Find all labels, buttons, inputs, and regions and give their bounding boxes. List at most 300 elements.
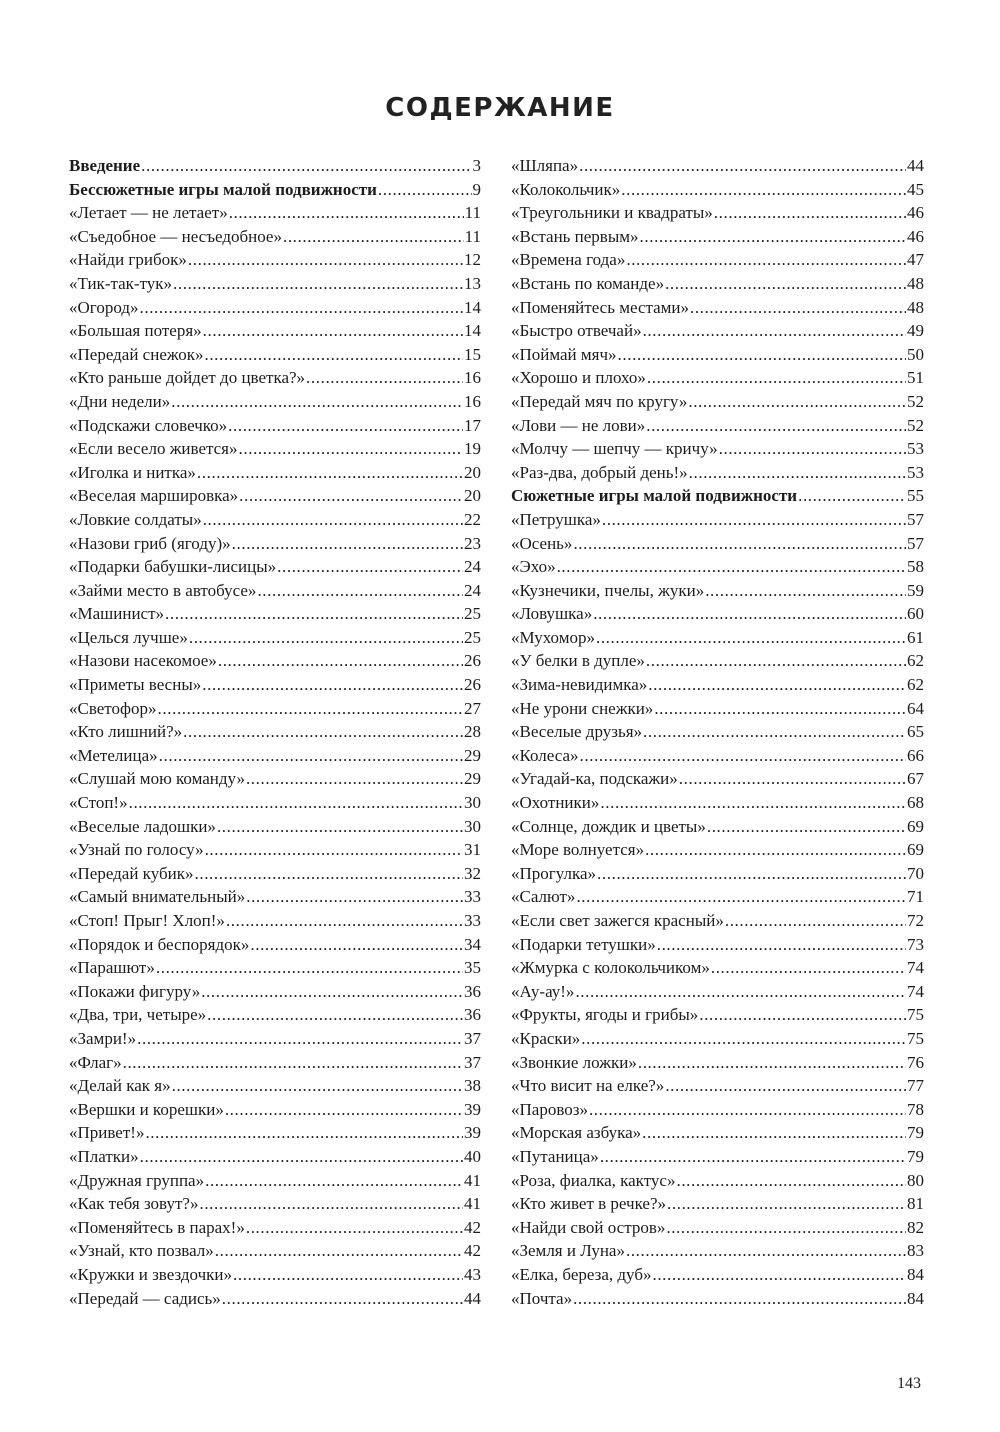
toc-entry-label: «Передай — садись» <box>69 1288 221 1308</box>
toc-entry <box>511 720 924 744</box>
toc-entry <box>511 532 924 556</box>
toc-entry-page: 20 <box>464 462 481 482</box>
toc-entry <box>511 838 924 862</box>
dot-leader <box>246 1216 463 1240</box>
toc-entry <box>69 225 481 249</box>
toc-entry-page: 30 <box>464 816 481 836</box>
toc-entry <box>69 508 481 532</box>
toc-entry <box>69 390 481 414</box>
toc-entry-page: 65 <box>907 722 924 742</box>
toc-entry-label: «Колеса» <box>511 745 579 765</box>
toc-entry-label: «Большая потеря» <box>69 321 202 341</box>
toc-entry-label: «Встань по команде» <box>511 273 665 293</box>
toc-entry-label: «Подарки бабушки-лисицы» <box>69 557 277 577</box>
toc-entry-label: «Делай как я» <box>69 1076 171 1096</box>
dot-leader <box>277 555 463 579</box>
dot-leader <box>246 885 463 909</box>
toc-entry <box>511 414 924 438</box>
toc-entry-label: «Поменяйтесь в парах!» <box>69 1217 245 1237</box>
toc-entry-label: «Поймай мяч» <box>511 344 617 364</box>
toc-entry-label: «Огород» <box>69 297 139 317</box>
toc-entry-page: 57 <box>907 509 924 529</box>
toc-entry-page: 26 <box>464 675 481 695</box>
toc-entry-label: «Поменяйтесь местами» <box>511 297 690 317</box>
toc-entry-page: 55 <box>907 486 924 506</box>
toc-entry-page: 73 <box>907 934 924 954</box>
toc-entry-page: 46 <box>907 226 924 246</box>
toc-entry-label: «Платки» <box>69 1146 139 1166</box>
toc-entry-page: 15 <box>464 344 481 364</box>
toc-entry <box>69 933 481 957</box>
toc-entry <box>511 366 924 390</box>
toc-entry-label: «Назови насекомое» <box>69 651 217 671</box>
dot-leader <box>197 461 463 485</box>
toc-entry-label: «Назови гриб (ягоду)» <box>69 533 231 553</box>
dot-leader <box>665 272 906 296</box>
toc-entry-page: 76 <box>907 1052 924 1072</box>
toc-entry <box>511 791 924 815</box>
dot-leader <box>667 1192 906 1216</box>
toc-entry-label: «Времена года» <box>511 250 626 270</box>
toc-entry-label: «Вершки и корешки» <box>69 1099 224 1119</box>
toc-entry-label: «Эхо» <box>511 557 556 577</box>
dot-leader <box>140 1145 463 1169</box>
toc-entry <box>69 366 481 390</box>
toc-entry-label: «Осень» <box>511 533 573 553</box>
toc-entry-page: 28 <box>464 722 481 742</box>
toc-entry-label: Бессюжетные игры малой подвижности <box>69 179 377 199</box>
dot-leader <box>626 1239 906 1263</box>
toc-entry-label: «Почта» <box>511 1288 573 1308</box>
dot-leader <box>257 579 463 603</box>
toc-entry <box>69 744 481 768</box>
dot-leader <box>576 885 906 909</box>
toc-entry <box>511 767 924 791</box>
toc-entry <box>69 1216 481 1240</box>
toc-entry <box>69 1263 481 1287</box>
dot-leader <box>557 555 906 579</box>
toc-entry <box>69 437 481 461</box>
toc-entry-page: 83 <box>907 1241 924 1261</box>
toc-entry <box>511 1121 924 1145</box>
toc-entry-label: «Веселые ладошки» <box>69 816 216 836</box>
toc-entry <box>69 579 481 603</box>
toc-entry-label: «Подарки тетушки» <box>511 934 656 954</box>
toc-entry <box>511 626 924 650</box>
dot-leader <box>207 1003 463 1027</box>
toc-entry-page: 13 <box>464 273 481 293</box>
toc-entry-label: «Приметы весны» <box>69 675 202 695</box>
toc-entry-page: 57 <box>907 533 924 553</box>
toc-entry-label: «Охотники» <box>511 793 600 813</box>
toc-entry-label: «Хорошо и плохо» <box>511 368 646 388</box>
toc-entry <box>69 532 481 556</box>
toc-entry-page: 79 <box>907 1123 924 1143</box>
toc-entry <box>511 1216 924 1240</box>
toc-entry <box>511 885 924 909</box>
toc-entry-label: «Шляпа» <box>511 156 579 175</box>
toc-entry-page: 52 <box>907 415 924 435</box>
toc-entry-page: 33 <box>464 887 481 907</box>
dot-leader <box>643 319 906 343</box>
toc-entry-page: 74 <box>907 958 924 978</box>
page-title: СОДЕРЖАНИЕ <box>385 93 615 123</box>
toc-entry-page: 68 <box>907 793 924 813</box>
toc-entry <box>511 1051 924 1075</box>
dot-leader <box>705 579 906 603</box>
toc-entry-page: 23 <box>464 533 481 553</box>
toc-entry-page: 33 <box>464 911 481 930</box>
toc-section-heading <box>511 484 924 508</box>
toc-entry <box>511 1145 924 1169</box>
toc-entry <box>69 626 481 650</box>
toc-entry-page: 59 <box>907 580 924 600</box>
toc-entry <box>511 1074 924 1098</box>
dot-leader <box>189 626 463 650</box>
toc-entry-page: 36 <box>464 981 481 1001</box>
toc-entry-label: «Как тебя зовут?» <box>69 1194 199 1214</box>
toc-entry-page: 34 <box>464 934 481 954</box>
toc-entry-label: «Покажи фигуру» <box>69 981 201 1001</box>
dot-leader <box>638 1051 906 1075</box>
toc-entry-label: «Ловушка» <box>511 604 593 624</box>
toc-entry-page: 49 <box>907 321 924 341</box>
toc-entry-label: «Солнце, дождик и цветы» <box>511 816 706 836</box>
toc-entry-label: Введение <box>69 156 141 175</box>
toc-entry-label: «Елка, береза, дуб» <box>511 1264 652 1284</box>
toc-entry-page: 11 <box>464 203 481 223</box>
toc-entry <box>69 1051 481 1075</box>
toc-entry-label: «Фрукты, ягоды и грибы» <box>511 1005 699 1025</box>
dot-leader <box>652 1263 906 1287</box>
toc-entry-page: 20 <box>464 486 481 506</box>
dot-leader <box>602 508 906 532</box>
dot-leader <box>218 649 463 673</box>
toc-entry <box>69 815 481 839</box>
toc-entry-label: «Иголка и нитка» <box>69 462 196 482</box>
toc-entry-page: 36 <box>464 1005 481 1025</box>
toc-entry-label: «Найди свой остров» <box>511 1217 666 1237</box>
toc-entry-label: «Замри!» <box>69 1028 137 1048</box>
dot-leader <box>195 862 464 886</box>
toc-entry-label: «Путаница» <box>511 1146 599 1166</box>
toc-entry <box>511 602 924 626</box>
dot-leader <box>676 1169 906 1193</box>
toc-entry <box>69 484 481 508</box>
toc-entry <box>69 791 481 815</box>
toc-entry-page: 71 <box>907 887 924 907</box>
toc-entry-label: «Роза, фиалка, кактус» <box>511 1170 676 1190</box>
dot-leader <box>647 366 906 390</box>
dot-leader <box>573 1287 906 1311</box>
dot-leader <box>689 461 906 485</box>
dot-leader <box>665 1074 906 1098</box>
toc-entry-page: 38 <box>464 1076 481 1096</box>
toc-entry-page: 29 <box>464 769 481 789</box>
dot-leader <box>171 390 463 414</box>
toc-entry <box>69 414 481 438</box>
toc-entry <box>511 461 924 485</box>
toc-entry-label: «Лови — не лови» <box>511 415 646 435</box>
toc-entry-page: 27 <box>464 698 481 718</box>
toc-entry-page: 26 <box>464 651 481 671</box>
toc-entry-label: «Тик-так-тук» <box>69 273 173 293</box>
toc-entry <box>69 767 481 791</box>
toc-entry <box>511 815 924 839</box>
toc-entry-page: 77 <box>907 1076 924 1096</box>
dot-leader <box>123 1051 463 1075</box>
toc-entry-page: 69 <box>907 816 924 836</box>
toc-entry <box>511 980 924 1004</box>
dot-leader <box>137 1027 463 1051</box>
dot-leader <box>581 1027 906 1051</box>
toc-entry <box>69 697 481 721</box>
toc-entry-label: «Узнай по голосу» <box>69 840 204 860</box>
toc-entry-label: «Колокольчик» <box>511 179 621 199</box>
toc-entry-label: «Метелица» <box>69 745 158 765</box>
toc-entry <box>511 319 924 343</box>
toc-entry <box>69 673 481 697</box>
toc-entry-label: «Кто живет в речке?» <box>511 1194 667 1214</box>
toc-entry <box>511 1098 924 1122</box>
toc-entry-page: 3 <box>472 156 481 175</box>
toc-entry <box>69 1003 481 1027</box>
toc-entry-page: 40 <box>464 1146 481 1166</box>
toc-entry-label: «Треугольники и квадраты» <box>511 203 713 223</box>
toc-section-heading <box>69 178 481 202</box>
toc-entry-label: «Подскажи словечко» <box>69 415 228 435</box>
toc-entry-page: 72 <box>907 911 924 930</box>
toc-entry <box>69 1169 481 1193</box>
dot-leader <box>597 862 906 886</box>
toc-entry-page: 9 <box>472 179 481 199</box>
toc-entry <box>69 201 481 225</box>
toc-entry <box>511 1027 924 1051</box>
toc-entry-label: «Ау-ау!» <box>511 981 575 1001</box>
toc-entry-page: 81 <box>907 1194 924 1214</box>
toc-entry <box>511 956 924 980</box>
toc-entry-page: 67 <box>907 769 924 789</box>
toc-entry-page: 14 <box>464 297 481 317</box>
dot-leader <box>203 319 463 343</box>
toc-entry <box>69 1145 481 1169</box>
toc-entry-page: 24 <box>464 580 481 600</box>
toc-entry-label: «Найди грибок» <box>69 250 187 270</box>
toc-entry <box>511 1003 924 1027</box>
dot-leader <box>158 697 463 721</box>
toc-entry-page: 60 <box>907 604 924 624</box>
toc-entry-label: «Кузнечики, пчелы, жуки» <box>511 580 705 600</box>
dot-leader <box>688 390 906 414</box>
toc-entry-page: 84 <box>907 1264 924 1284</box>
toc-entry-label: «Зима-невидимка» <box>511 675 648 695</box>
dot-leader <box>165 602 463 626</box>
toc-entry-label: «Узнай, кто позвал» <box>69 1241 214 1261</box>
toc-entry <box>69 1074 481 1098</box>
toc-entry-label: «Передай мяч по кругу» <box>511 391 688 411</box>
toc-entry <box>69 909 481 933</box>
toc-entry-label: Сюжетные игры малой подвижности <box>511 486 798 506</box>
dot-leader <box>232 532 463 556</box>
dot-leader <box>643 720 906 744</box>
toc-entry <box>69 461 481 485</box>
toc-entry-page: 39 <box>464 1099 481 1119</box>
dot-leader <box>645 838 906 862</box>
toc-entry-page: 37 <box>464 1028 481 1048</box>
toc-entry-label: «Мухомор» <box>511 627 595 647</box>
toc-entry-label: «Салют» <box>511 887 576 907</box>
toc-entry-label: «Два, три, четыре» <box>69 1005 207 1025</box>
toc-entry-label: «Ловкие солдаты» <box>69 509 202 529</box>
dot-leader <box>707 815 906 839</box>
toc-entry <box>69 1287 481 1311</box>
toc-entry-page: 58 <box>907 557 924 577</box>
toc-entry-label: «Стоп! Прыг! Хлоп!» <box>69 911 225 930</box>
dot-leader <box>239 484 463 508</box>
toc-entry-page: 66 <box>907 745 924 765</box>
dot-leader <box>228 414 463 438</box>
dot-leader <box>204 343 463 367</box>
toc-entry <box>69 1027 481 1051</box>
dot-leader <box>172 1074 463 1098</box>
toc-entry <box>69 1098 481 1122</box>
toc-entry-page: 35 <box>464 958 481 978</box>
toc-entry-page: 29 <box>464 745 481 765</box>
toc-entry <box>511 862 924 886</box>
toc-entry-label: «Море волнуется» <box>511 840 645 860</box>
toc-entry <box>511 649 924 673</box>
toc-entry-page: 39 <box>464 1123 481 1143</box>
toc-entry-page: 64 <box>907 698 924 718</box>
dot-leader <box>646 649 906 673</box>
toc-entry-label: «Встань первым» <box>511 226 639 246</box>
toc-entry <box>69 1239 481 1263</box>
toc-entry-label: «Кружки и звездочки» <box>69 1264 233 1284</box>
toc-entry-page: 44 <box>907 156 924 175</box>
toc-entry-label: «Летает — не летает» <box>69 203 228 223</box>
toc-entry <box>69 838 481 862</box>
toc-entry-label: «Прогулка» <box>511 863 597 883</box>
toc-entry-label: «Угадай-ка, подскажи» <box>511 769 678 789</box>
toc-section-heading <box>69 154 481 178</box>
toc-entry-page: 19 <box>464 439 481 459</box>
toc-entry-page: 22 <box>464 509 481 529</box>
toc-entry-label: «Дни недели» <box>69 391 171 411</box>
dot-leader <box>798 484 906 508</box>
toc-entry-label: «Съедобное — несъедобное» <box>69 226 282 246</box>
dot-leader <box>640 225 906 249</box>
dot-leader <box>306 366 463 390</box>
toc-entry-page: 80 <box>907 1170 924 1190</box>
dot-leader <box>156 956 463 980</box>
toc-entry-page: 69 <box>907 840 924 860</box>
toc-entry-page: 48 <box>907 273 924 293</box>
toc-entry <box>511 1169 924 1193</box>
dot-leader <box>626 248 906 272</box>
toc-entry-page: 75 <box>907 1028 924 1048</box>
dot-leader <box>690 296 906 320</box>
dot-leader <box>589 1098 906 1122</box>
toc-entry-page: 31 <box>464 840 481 860</box>
toc-entry-page: 46 <box>907 203 924 223</box>
dot-leader <box>679 767 906 791</box>
toc-entry-page: 45 <box>907 179 924 199</box>
toc-entry-page: 41 <box>464 1170 481 1190</box>
toc-entry <box>511 1192 924 1216</box>
toc-entry-label: «Кто раньше дойдет до цветка?» <box>69 368 306 388</box>
toc-entry <box>511 508 924 532</box>
dot-leader <box>573 532 906 556</box>
toc-entry <box>69 555 481 579</box>
toc-entry-page: 44 <box>464 1288 481 1308</box>
dot-leader <box>188 248 463 272</box>
toc-entry-page: 53 <box>907 462 924 482</box>
dot-leader <box>202 673 463 697</box>
dot-leader <box>222 1287 463 1311</box>
dot-leader <box>711 956 906 980</box>
toc-entry-page: 62 <box>907 675 924 695</box>
dot-leader <box>215 1239 463 1263</box>
toc-entry-page: 16 <box>464 391 481 411</box>
toc-entry <box>511 555 924 579</box>
dot-leader <box>648 673 906 697</box>
toc-entry-label: «Порядок и беспорядок» <box>69 934 250 954</box>
toc-entry-page: 41 <box>464 1194 481 1214</box>
toc-entry-label: «Передай снежок» <box>69 344 204 364</box>
toc-entry <box>511 909 924 933</box>
toc-entry <box>511 744 924 768</box>
dot-leader <box>618 343 906 367</box>
dot-leader <box>145 1121 463 1145</box>
dot-leader <box>725 909 906 933</box>
toc-right-column <box>511 154 924 1310</box>
toc-entry-page: 14 <box>464 321 481 341</box>
toc-entry <box>69 720 481 744</box>
toc-entry-label: «Земля и Луна» <box>511 1241 625 1261</box>
dot-leader <box>580 744 906 768</box>
dot-leader <box>657 933 906 957</box>
dot-leader <box>205 838 463 862</box>
toc-entry-page: 50 <box>907 344 924 364</box>
dot-leader <box>575 980 906 1004</box>
toc-entry-page: 82 <box>907 1217 924 1237</box>
toc-entry <box>511 248 924 272</box>
toc-entry <box>69 862 481 886</box>
dot-leader <box>714 201 906 225</box>
toc-entry <box>511 579 924 603</box>
dot-leader <box>233 1263 463 1287</box>
dot-leader <box>226 909 463 933</box>
dot-leader <box>159 744 463 768</box>
toc-entry-page: 48 <box>907 297 924 317</box>
toc-entry <box>511 225 924 249</box>
toc-entry-label: «Целься лучше» <box>69 627 188 647</box>
toc-entry-label: «Дружная группа» <box>69 1170 205 1190</box>
toc-entry-page: 74 <box>907 981 924 1001</box>
toc-entry <box>511 437 924 461</box>
toc-entry-page: 53 <box>907 439 924 459</box>
toc-entry-page: 79 <box>907 1146 924 1166</box>
dot-leader <box>666 1216 906 1240</box>
toc-entry-label: «Машинист» <box>69 604 165 624</box>
dot-leader <box>140 296 464 320</box>
dot-leader <box>246 767 463 791</box>
toc-entry-label: «Слушай мою команду» <box>69 769 245 789</box>
toc-entry-page: 32 <box>464 863 481 883</box>
dot-leader <box>217 815 463 839</box>
toc-entry <box>511 1239 924 1263</box>
dot-leader <box>239 437 463 461</box>
